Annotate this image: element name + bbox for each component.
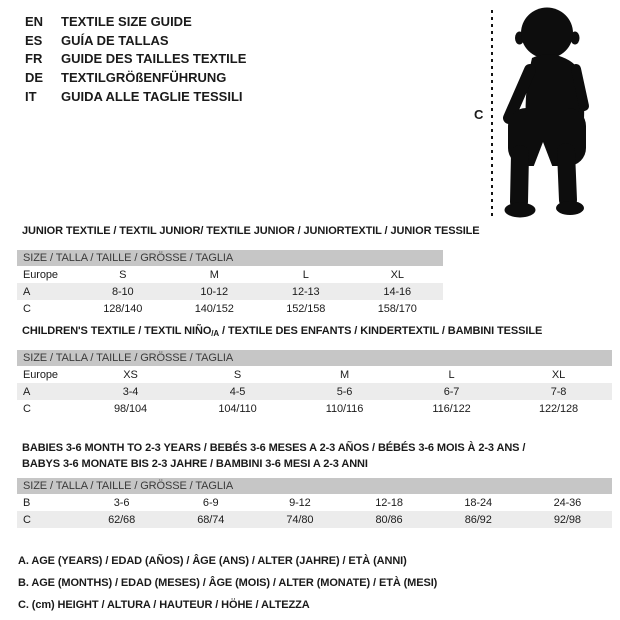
- row-label: C: [23, 402, 31, 415]
- size-cell: 12-18: [375, 496, 403, 509]
- language-row-it: [25, 88, 246, 107]
- language-row-fr: [25, 50, 246, 69]
- table-row: [17, 266, 443, 283]
- children-size-table: [17, 350, 612, 417]
- babies-size-table: [17, 478, 612, 528]
- size-cell: L: [448, 368, 455, 381]
- size-cell: 3-4: [77, 383, 184, 400]
- size-cell: 80/86: [344, 511, 433, 528]
- size-cell: XL: [390, 268, 404, 281]
- language-label: GUIDA ALLE TAGLIE TESSILI: [61, 88, 243, 104]
- language-row-en: [25, 13, 246, 32]
- language-title-list: [25, 13, 246, 107]
- size-cell: 6-9: [202, 496, 219, 509]
- children-title-post: / TEXTILE DES ENFANTS / KINDERTEXTIL / BAMBINI TESSILE: [219, 325, 543, 337]
- language-row-de: [25, 69, 246, 88]
- junior-size-table: [17, 250, 443, 317]
- size-cell: 98/104: [113, 402, 148, 415]
- table-row: [17, 511, 612, 528]
- height-measure-dashed-line: [491, 10, 493, 216]
- size-cell: 24-36: [553, 496, 582, 509]
- size-cell: 14-16: [352, 283, 444, 300]
- children-title-pre: CHILDREN'S TEXTILE / TEXTIL NIÑO: [22, 325, 212, 337]
- toddler-silhouette-icon: [500, 6, 600, 221]
- size-cell: 8-10: [77, 283, 169, 300]
- babies-title-line1: BABIES 3-6 MONTH TO 2-3 YEARS / BEBÉS 3-6 MESES A 2-3 AÑOS / BÉBÉS 3-6 MOIS À 2-3 ANS /: [22, 442, 526, 454]
- footnote-height-cm: C. (cm) HEIGHT / ALTURA / HAUTEUR / HÖHE / ALTEZZA: [18, 599, 310, 611]
- size-cell: 9-12: [289, 496, 311, 509]
- row-label: C: [17, 511, 77, 528]
- size-cell: 68/74: [166, 511, 255, 528]
- size-cell: 12-13: [260, 283, 352, 300]
- size-cell: 3-6: [113, 496, 130, 509]
- size-cell: 86/92: [434, 511, 523, 528]
- children-table-title: [22, 325, 542, 337]
- size-cell: 152/158: [286, 302, 326, 315]
- row-label: Europe: [23, 368, 58, 381]
- table-header-row: [17, 350, 612, 366]
- size-header-bar: SIZE / TALLA / TAILLE / GRÖSSE / TAGLIA: [17, 350, 612, 366]
- language-code: EN: [25, 14, 44, 29]
- table-row: [17, 366, 612, 383]
- footnote-age-months: B. AGE (MONTHS) / EDAD (MESES) / ÂGE (MOIS) / ALTER (MONATE) / ETÀ (MESI): [18, 577, 438, 589]
- legend-footnotes: [18, 550, 437, 616]
- size-cell: 18-24: [464, 496, 493, 509]
- size-cell: XS: [123, 368, 138, 381]
- size-cell: 92/98: [523, 511, 612, 528]
- language-label: TEXTILGRÖßENFÜHRUNG: [61, 70, 227, 86]
- height-measure-label: C: [474, 107, 484, 122]
- size-header-bar: SIZE / TALLA / TAILLE / GRÖSSE / TAGLIA: [17, 250, 443, 266]
- row-label: A: [17, 283, 77, 300]
- babies-title-line2: BABYS 3-6 MONATE BIS 2-3 JAHRE / BAMBINI 3-6 MESI A 2-3 ANNI: [22, 457, 368, 470]
- size-cell: L: [302, 268, 309, 281]
- size-cell: 10-12: [169, 283, 261, 300]
- size-cell: 104/110: [218, 402, 257, 415]
- size-cell: 74/80: [255, 511, 344, 528]
- size-cell: 158/170: [377, 302, 417, 315]
- size-cell: 62/68: [77, 511, 166, 528]
- size-cell: 116/122: [432, 402, 471, 415]
- size-cell: M: [209, 268, 219, 281]
- language-label: GUÍA DE TALLAS: [61, 32, 169, 48]
- footnote-age-years: A. AGE (YEARS) / EDAD (AÑOS) / ÂGE (ANS) / ALTER (JAHRE) / ETÀ (ANNI): [18, 555, 407, 567]
- junior-table-title: JUNIOR TEXTILE / TEXTIL JUNIOR/ TEXTILE JUNIOR / JUNIORTEXTIL / JUNIOR TESSILE: [22, 225, 480, 237]
- row-label: C: [23, 302, 31, 315]
- babies-table-title: [22, 441, 525, 472]
- table-row: [17, 283, 443, 300]
- row-label: A: [17, 383, 77, 400]
- language-label: GUIDE DES TAILLES TEXTILE: [61, 51, 247, 67]
- table-header-row: [17, 478, 612, 494]
- size-cell: 140/152: [194, 302, 234, 315]
- size-header-bar: SIZE / TALLA / TAILLE / GRÖSSE / TAGLIA: [17, 478, 612, 494]
- table-row: [17, 300, 443, 317]
- size-cell: S: [119, 268, 127, 281]
- table-row: [17, 494, 612, 511]
- row-label: Europe: [23, 268, 58, 281]
- children-title-subscript: /A: [211, 329, 220, 338]
- language-code: IT: [25, 88, 37, 104]
- size-cell: 122/128: [538, 402, 579, 415]
- size-cell: 6-7: [398, 383, 505, 400]
- size-cell: M: [339, 368, 350, 381]
- size-cell: 110/116: [325, 402, 364, 415]
- language-label: TEXTILE SIZE GUIDE: [61, 14, 192, 29]
- table-header-row: [17, 250, 443, 266]
- language-row-es: [25, 32, 246, 51]
- language-code: FR: [25, 51, 43, 67]
- size-cell: 5-6: [291, 383, 398, 400]
- language-code: DE: [25, 70, 44, 86]
- size-cell: 128/140: [103, 302, 143, 315]
- language-code: ES: [25, 32, 43, 48]
- size-cell: 7-8: [505, 383, 612, 400]
- size-cell: S: [233, 368, 242, 381]
- size-cell: 4-5: [184, 383, 291, 400]
- table-row: [17, 400, 612, 417]
- size-cell: XL: [551, 368, 566, 381]
- row-label: B: [23, 496, 31, 509]
- table-row: [17, 383, 612, 400]
